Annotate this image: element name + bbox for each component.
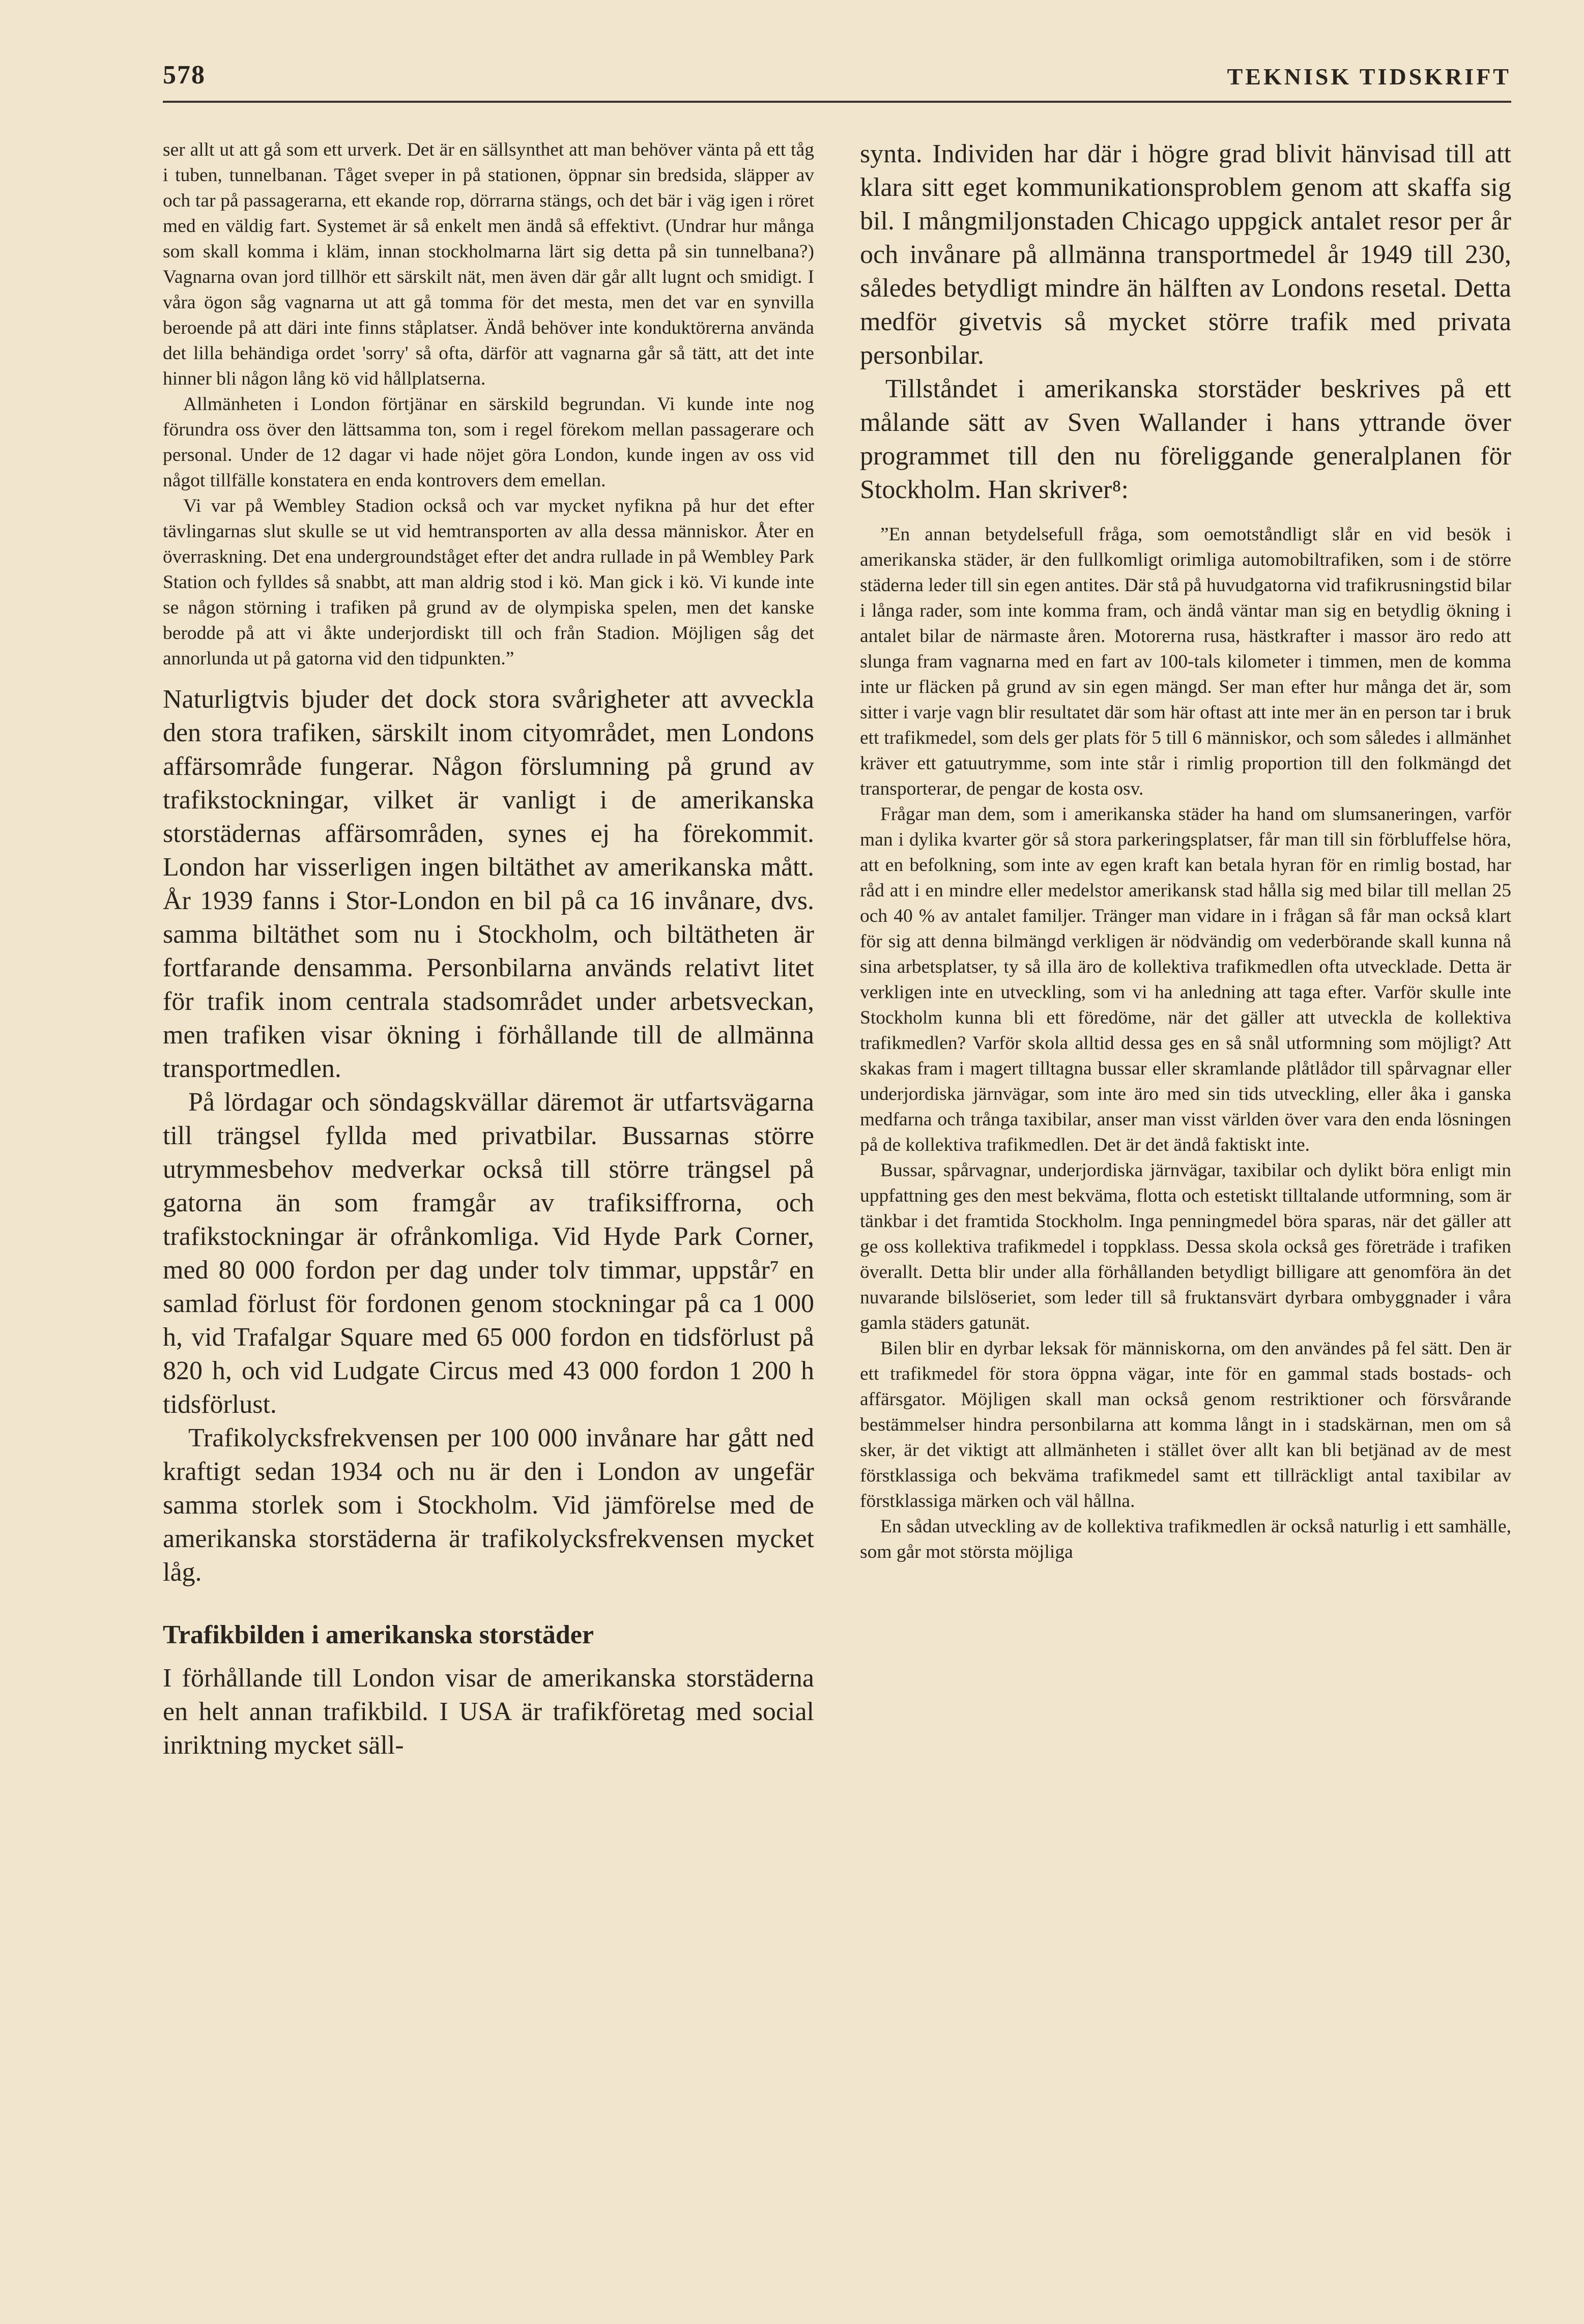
journal-title: TEKNISK TIDSKRIFT xyxy=(1227,64,1511,90)
left-column xyxy=(163,137,814,1762)
paragraph: Naturligtvis bjuder det dock stora svårigheter att avveckla den stora trafiken, särskilt inom cityområdet, men Londons affärsområde fungerar. Någon förslumning på grund av trafikstockningar, vilket är vanligt i de amerikanska storstädernas affärsområden, synes ej ha förekommit. London har visserligen ingen biltäthet av amerikanska mått. År 1939 fanns i Stor-London en bil på ca 16 invånare, dvs. samma biltäthet som nu i Stockholm, och biltätheten är fortfarande densamma. Personbilarna används relativt litet för trafik inom centrala stadsområdet under arbetsveckan, men trafiken visar ökning i förhållande till de allmänna transportmedlen. xyxy=(163,685,814,1083)
quote-paragraph: Bilen blir en dyrbar leksak för människorna, om den användes på fel sätt. Den är ett trafikmedel för stora öppna vägar, inte för en gammal stads bostads- och affärsgator. Möjligen skall man också genom restriktioner och försvårande bestämmelser hindra personbilarna att komma långt in i stadskärnan, men om så sker, är det viktigt att allmänheten i stället över allt kan bli betjänad av de mest förstklassiga och bekväma trafikmedel samt ett tillräckligt antal taxibilar av förstklassiga märken och väl hållna. xyxy=(860,1338,1511,1512)
quote-paragraph: Bussar, spårvagnar, underjordiska järnvägar, taxibilar och dylikt böra enligt min uppfattning ges den mest bekväma, flotta och estetiskt tilltalande utformning, som är tänkbar i det framtida Stockholm. Inga penningmedel böra sparas, när det gäller att ge oss kollektiva trafikmedel i toppklass. Dessa skola också ges företräde i trafiken överallt. Detta blir under alla förhållanden betydligt billigare att genomföra än det nuvarande bilslöseriet, som leder till så fruktansvärt dyrbara ombyggnader i våra gamla städers gatunät. xyxy=(860,1160,1511,1333)
right-column xyxy=(860,137,1511,1565)
paragraph: Tillståndet i amerikanska storstäder beskrives på ett målande sätt av Sven Wallander i hans yttrande över programmet till den nu föreliggande generalplanen för Stockholm. Han skriver⁸: xyxy=(860,374,1511,504)
paragraph: Vi var på Wembley Stadion också och var mycket nyfikna på hur det efter tävlingarnas slut skulle se ut vid hemtransporten av alla dessa människor. Åter en överraskning. Det ena undergroundståget efter det andra rullade in på Wembley Park Station och fylldes så snabbt, att man aldrig stod i kö. Man gick i kö. Vi kunde inte se någon störning i trafiken på grund av de olympiska spelen, men det kanske berodde på att vi åkte underjordiskt till och från Stadion. Möjligen såg det annorlunda ut på gatorna vid den tidpunkten.” xyxy=(163,496,814,669)
paragraph: I förhållande till London visar de amerikanska storstäderna en helt annan trafikbild. I USA är trafikföretag med social inriktning mycket säll- xyxy=(163,1664,814,1760)
paragraph: ser allt ut att gå som ett urverk. Det är en sällsynthet att man behöver vänta på ett tåg i tuben, tunnelbanan. Tåget sveper in på stationen, öppnar sin bredsida, släpper av och tar på passagerarna, ett ekande rop, dörrarna stängs, och det bär i väg igen i röret med en väldig fart. Systemet är så enkelt men ändå så effektivt. (Undrar hur många som skall komma i kläm, innan stockholmarna lärt sig detta på sin tunnelbana?) Vagnarna ovan jord tillhör ett särskilt nät, men även där går allt lugnt och smidigt. I våra ögon såg vagnarna ut att gå tomma för det mesta, men det var en synvilla beroende på att däri inte finns ståplatser. Ändå behöver inte konduktörerna använda det lilla behändiga ordet 'sorry' så ofta, därför att vagnarna går så tätt, att det inte hinner bli någon lång kö vid hållplatserna. xyxy=(163,139,814,389)
paragraph: Trafikolycksfrekvensen per 100 000 invånare har gått ned kraftigt sedan 1934 och nu är den i London av ungefär samma storlek som i Stockholm. Vid jämförelse med de amerikanska storstäderna är trafikolycksfrekvensen mycket låg. xyxy=(163,1424,814,1587)
paragraph: Allmänheten i London förtjänar en särskild begrundan. Vi kunde inte nog förundra oss över den lättsamma ton, som i regel förekom mellan passagerare och personal. Under de 12 dagar vi hade nöjet göra London, kunde ingen av oss vid något tillfälle konstatera en enda kontrovers dem emellan. xyxy=(163,394,814,491)
section-heading: Trafikbilden i amerikanska storstäder xyxy=(163,1620,594,1649)
page-number: 578 xyxy=(163,61,206,90)
page-header xyxy=(163,60,1511,103)
paragraph: På lördagar och söndagskvällar däremot är utfartsvägarna till trängsel fyllda med privatbilar. Bussarnas större utrymmesbehov medverkar också till större trängsel på gatorna än som framgår av trafiksiffrorna, och trafikstockningar är ofrånkomliga. Vid Hyde Park Corner, med 80 000 fordon per dag under tolv timmar, uppstår⁷ en samlad förlust för fordonen genom stockningar på ca 1 000 h, vid Trafalgar Square med 65 000 fordon en tidsförlust på 820 h, och vid Ludgate Circus med 43 000 fordon 1 200 h tidsförlust. xyxy=(163,1088,814,1419)
quote-paragraph: ”En annan betydelsefull fråga, som oemotståndligt slår en vid besök i amerikanska städer, är den fullkomligt orimliga automobiltrafiken, som i de större städerna leder till sin egen antites. Där stå på huvudgatorna vid trafikrusningstid bilar i långa rader, som inte komma fram, och ändå väntar man sig en betydlig ökning i antalet bilar de närmaste åren. Motorerna rusa, hästkrafter i massor äro redo att slunga fram vagnarna med en fart av 100-tals kilometer i timmen, men de komma inte ur fläcken på grund av sin egen mängd. Ser man efter hur många det är, som sitter i varje vagn blir resultatet där som här oftast att inte mer än en person tar i bruk ett trafikmedel, som dels ger plats för 5 till 6 människor, och som således i allmänhet kräver ett gatuutrymme, som inte står i rimlig proportion till den folkmängd det transporterar, de pengar de kosta osv. xyxy=(860,524,1511,799)
paragraph: synta. Individen har där i högre grad blivit hänvisad till att klara sitt eget kommunikationsproblem genom att skaffa sig bil. I mångmiljonstaden Chicago uppgick antalet resor per år och invånare på allmänna transportmedel år 1949 till 230, således betydligt mindre än hälften av Londons resetal. Detta medför givetvis så mycket större trafik med privata personbilar. xyxy=(860,139,1511,370)
quote-paragraph: Frågar man dem, som i amerikanska städer ha hand om slumsaneringen, varför man i dylika kvarter gör så stora parkeringsplatser, får man till sin förbluffelse höra, att en befolkning, som inte av egen kraft kan betala hyran för en rimlig bostad, har råd att i en mindre eller medelstor amerikansk stad hålla sig med bilar till mellan 25 och 40 % av antalet familjer. Tränger man vidare in i frågan så får man också klart för sig att denna bilmängd verkligen är nödvändig om vederbörande skall kunna nå sina arbetsplatser, ty så illa äro de kollektiva trafikmedlen ofta utvecklade. Detta är verkligen inte en utveckling, som vi ha anledning att taga efter. Varför skulle inte Stockholm kunna bli ett föredöme, när det gäller att utveckla de kollektiva trafikmedlen? Varför skola alltid dessa ges en så snål utformning som möjligt? Att skakas fram i magert tilltagna bussar eller skramlande plåtlådor till spårvagnar eller underjordiska järnvägar, som inte äro med sin tids utveckling, eller åka i ganska medfarna och trånga taxibilar, anser man visst världen över vara den enda lösningen på de kollektiva trafikmedlen. Det är det ändå faktiskt inte. xyxy=(860,804,1511,1155)
quote-paragraph: En sådan utveckling av de kollektiva trafikmedlen är också naturlig i ett samhälle, som går mot största möjliga xyxy=(860,1516,1511,1562)
